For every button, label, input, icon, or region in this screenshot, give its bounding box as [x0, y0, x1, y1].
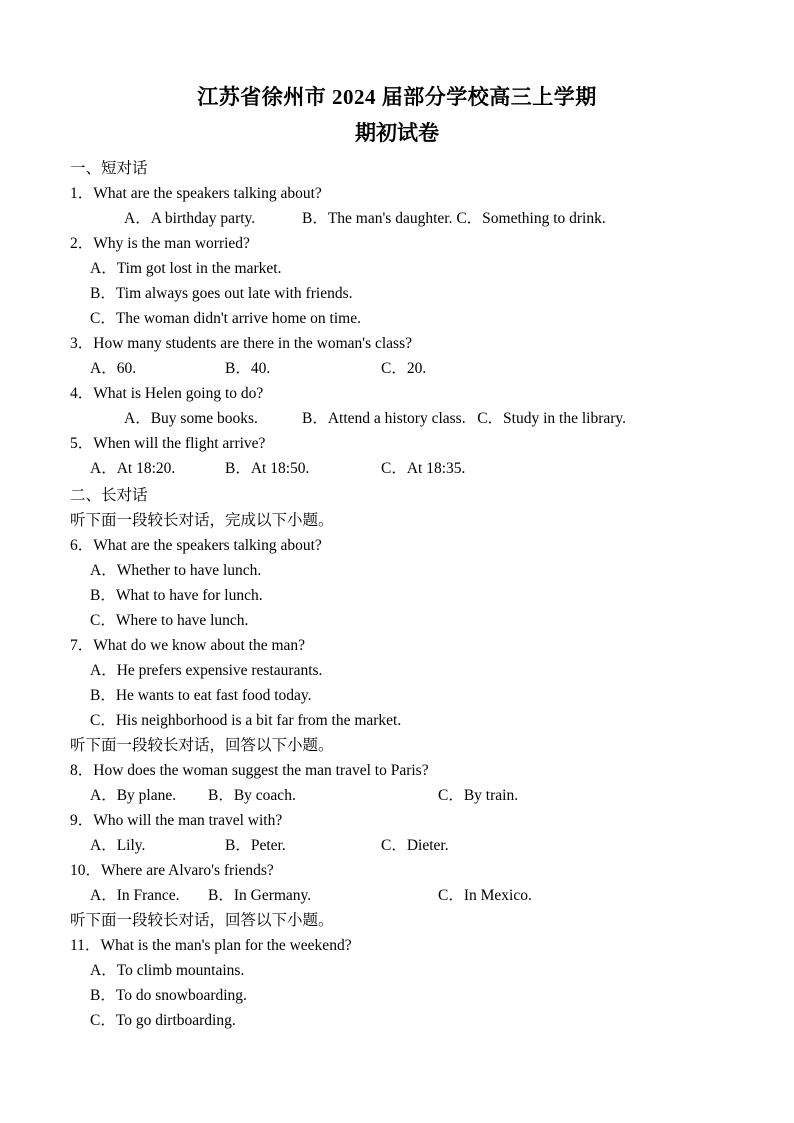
option-a: A．60.: [90, 360, 137, 377]
option-c: C．By train.: [438, 787, 519, 804]
question-4: [70, 381, 738, 406]
question-8-options: [90, 783, 738, 808]
question-number: 3．: [70, 335, 94, 352]
question-7-option-a: A．He prefers expensive restaurants.: [90, 662, 323, 679]
listening-note-1: 听下面一段较长对话，完成以下小题。: [70, 512, 334, 529]
option-b: B．In Germany.: [208, 887, 312, 904]
option-a: A．A birthday party.: [124, 210, 256, 227]
question-7: [70, 633, 738, 658]
question-number: 6．: [70, 537, 94, 554]
question-3: [70, 331, 738, 356]
question-6: [70, 533, 738, 558]
option-b: B．Peter.: [225, 837, 286, 854]
option-b: B．40.: [225, 360, 271, 377]
question-number: 1．: [70, 185, 94, 202]
option-c: C．Something to drink.: [456, 210, 606, 227]
question-2-option-b: B．Tim always goes out late with friends.: [90, 285, 353, 302]
question-9-options: [90, 833, 738, 858]
question-2-option-c: C．The woman didn't arrive home on time.: [90, 310, 361, 327]
option-c: C．At 18:35.: [381, 460, 466, 477]
option-a: A．Lily.: [90, 837, 146, 854]
question-2-option-a: A．Tim got lost in the market.: [90, 260, 282, 277]
listening-note-3: 听下面一段较长对话，回答以下小题。: [70, 912, 334, 929]
question-text: Why is the man worried?: [93, 235, 250, 252]
question-number: 7．: [70, 637, 94, 654]
option-c: C．20.: [381, 360, 427, 377]
option-c: C．Dieter.: [381, 837, 449, 854]
question-3-options: [90, 356, 738, 381]
question-text: What do we know about the man?: [93, 637, 306, 654]
section-heading-long-dialogue: 二、长对话: [70, 487, 148, 504]
question-11-option-c: C．To go dirtboarding.: [90, 1012, 236, 1029]
question-4-options: [56, 406, 738, 431]
question-6-option-b: B．What to have for lunch.: [90, 587, 263, 604]
question-text: Who will the man travel with?: [93, 812, 283, 829]
question-11-option-b: B．To do snowboarding.: [90, 987, 247, 1004]
option-a: A．In France.: [90, 887, 180, 904]
question-6-option-a: A．Whether to have lunch.: [90, 562, 262, 579]
question-5-options: [90, 456, 738, 481]
question-number: 8．: [70, 762, 94, 779]
option-c: C．In Mexico.: [438, 887, 532, 904]
option-c: C．Study in the library.: [477, 410, 627, 427]
question-11: [70, 933, 738, 958]
question-text: What is the man's plan for the weekend?: [100, 937, 352, 954]
page-title: 江苏省徐州市 2024 届部分学校高三上学期: [197, 85, 597, 109]
option-a: A．At 18:20.: [90, 460, 176, 477]
question-2: [70, 231, 738, 256]
question-number: 9．: [70, 812, 94, 829]
option-a: A．Buy some books.: [124, 410, 258, 427]
question-number: 10．: [70, 862, 102, 879]
listening-note-2: 听下面一段较长对话，回答以下小题。: [70, 737, 334, 754]
question-text: What are the speakers talking about?: [93, 185, 322, 202]
question-text: How many students are there in the woman's class?: [93, 335, 412, 352]
option-a: A．By plane.: [90, 787, 177, 804]
question-text: Where are Alvaro's friends?: [101, 862, 274, 879]
question-number: 4．: [70, 385, 94, 402]
question-8: [70, 758, 738, 783]
section-heading-short-dialogue: 一、短对话: [70, 160, 148, 177]
question-10-options: [90, 883, 738, 908]
question-11-option-a: A．To climb mountains.: [90, 962, 245, 979]
question-1-options: [56, 206, 738, 231]
option-b: B．The man's daughter.: [302, 210, 453, 227]
question-text: When will the flight arrive?: [93, 435, 266, 452]
question-9: [70, 808, 738, 833]
page-subtitle: 期初试卷: [355, 121, 439, 145]
question-text: How does the woman suggest the man travel to Paris?: [93, 762, 429, 779]
question-7-option-c: C．His neighborhood is a bit far from the market.: [90, 712, 402, 729]
question-number: 2．: [70, 235, 94, 252]
question-6-option-c: C．Where to have lunch.: [90, 612, 249, 629]
question-number: 11．: [70, 937, 101, 954]
question-5: [70, 431, 738, 456]
option-b: B．Attend a history class.: [302, 410, 466, 427]
question-text: What are the speakers talking about?: [93, 537, 322, 554]
option-b: B．At 18:50.: [225, 460, 310, 477]
question-text: What is Helen going to do?: [93, 385, 264, 402]
question-1: [70, 181, 738, 206]
question-7-option-b: B．He wants to eat fast food today.: [90, 687, 312, 704]
question-number: 5．: [70, 435, 94, 452]
option-b: B．By coach.: [208, 787, 296, 804]
question-10: [70, 858, 738, 883]
